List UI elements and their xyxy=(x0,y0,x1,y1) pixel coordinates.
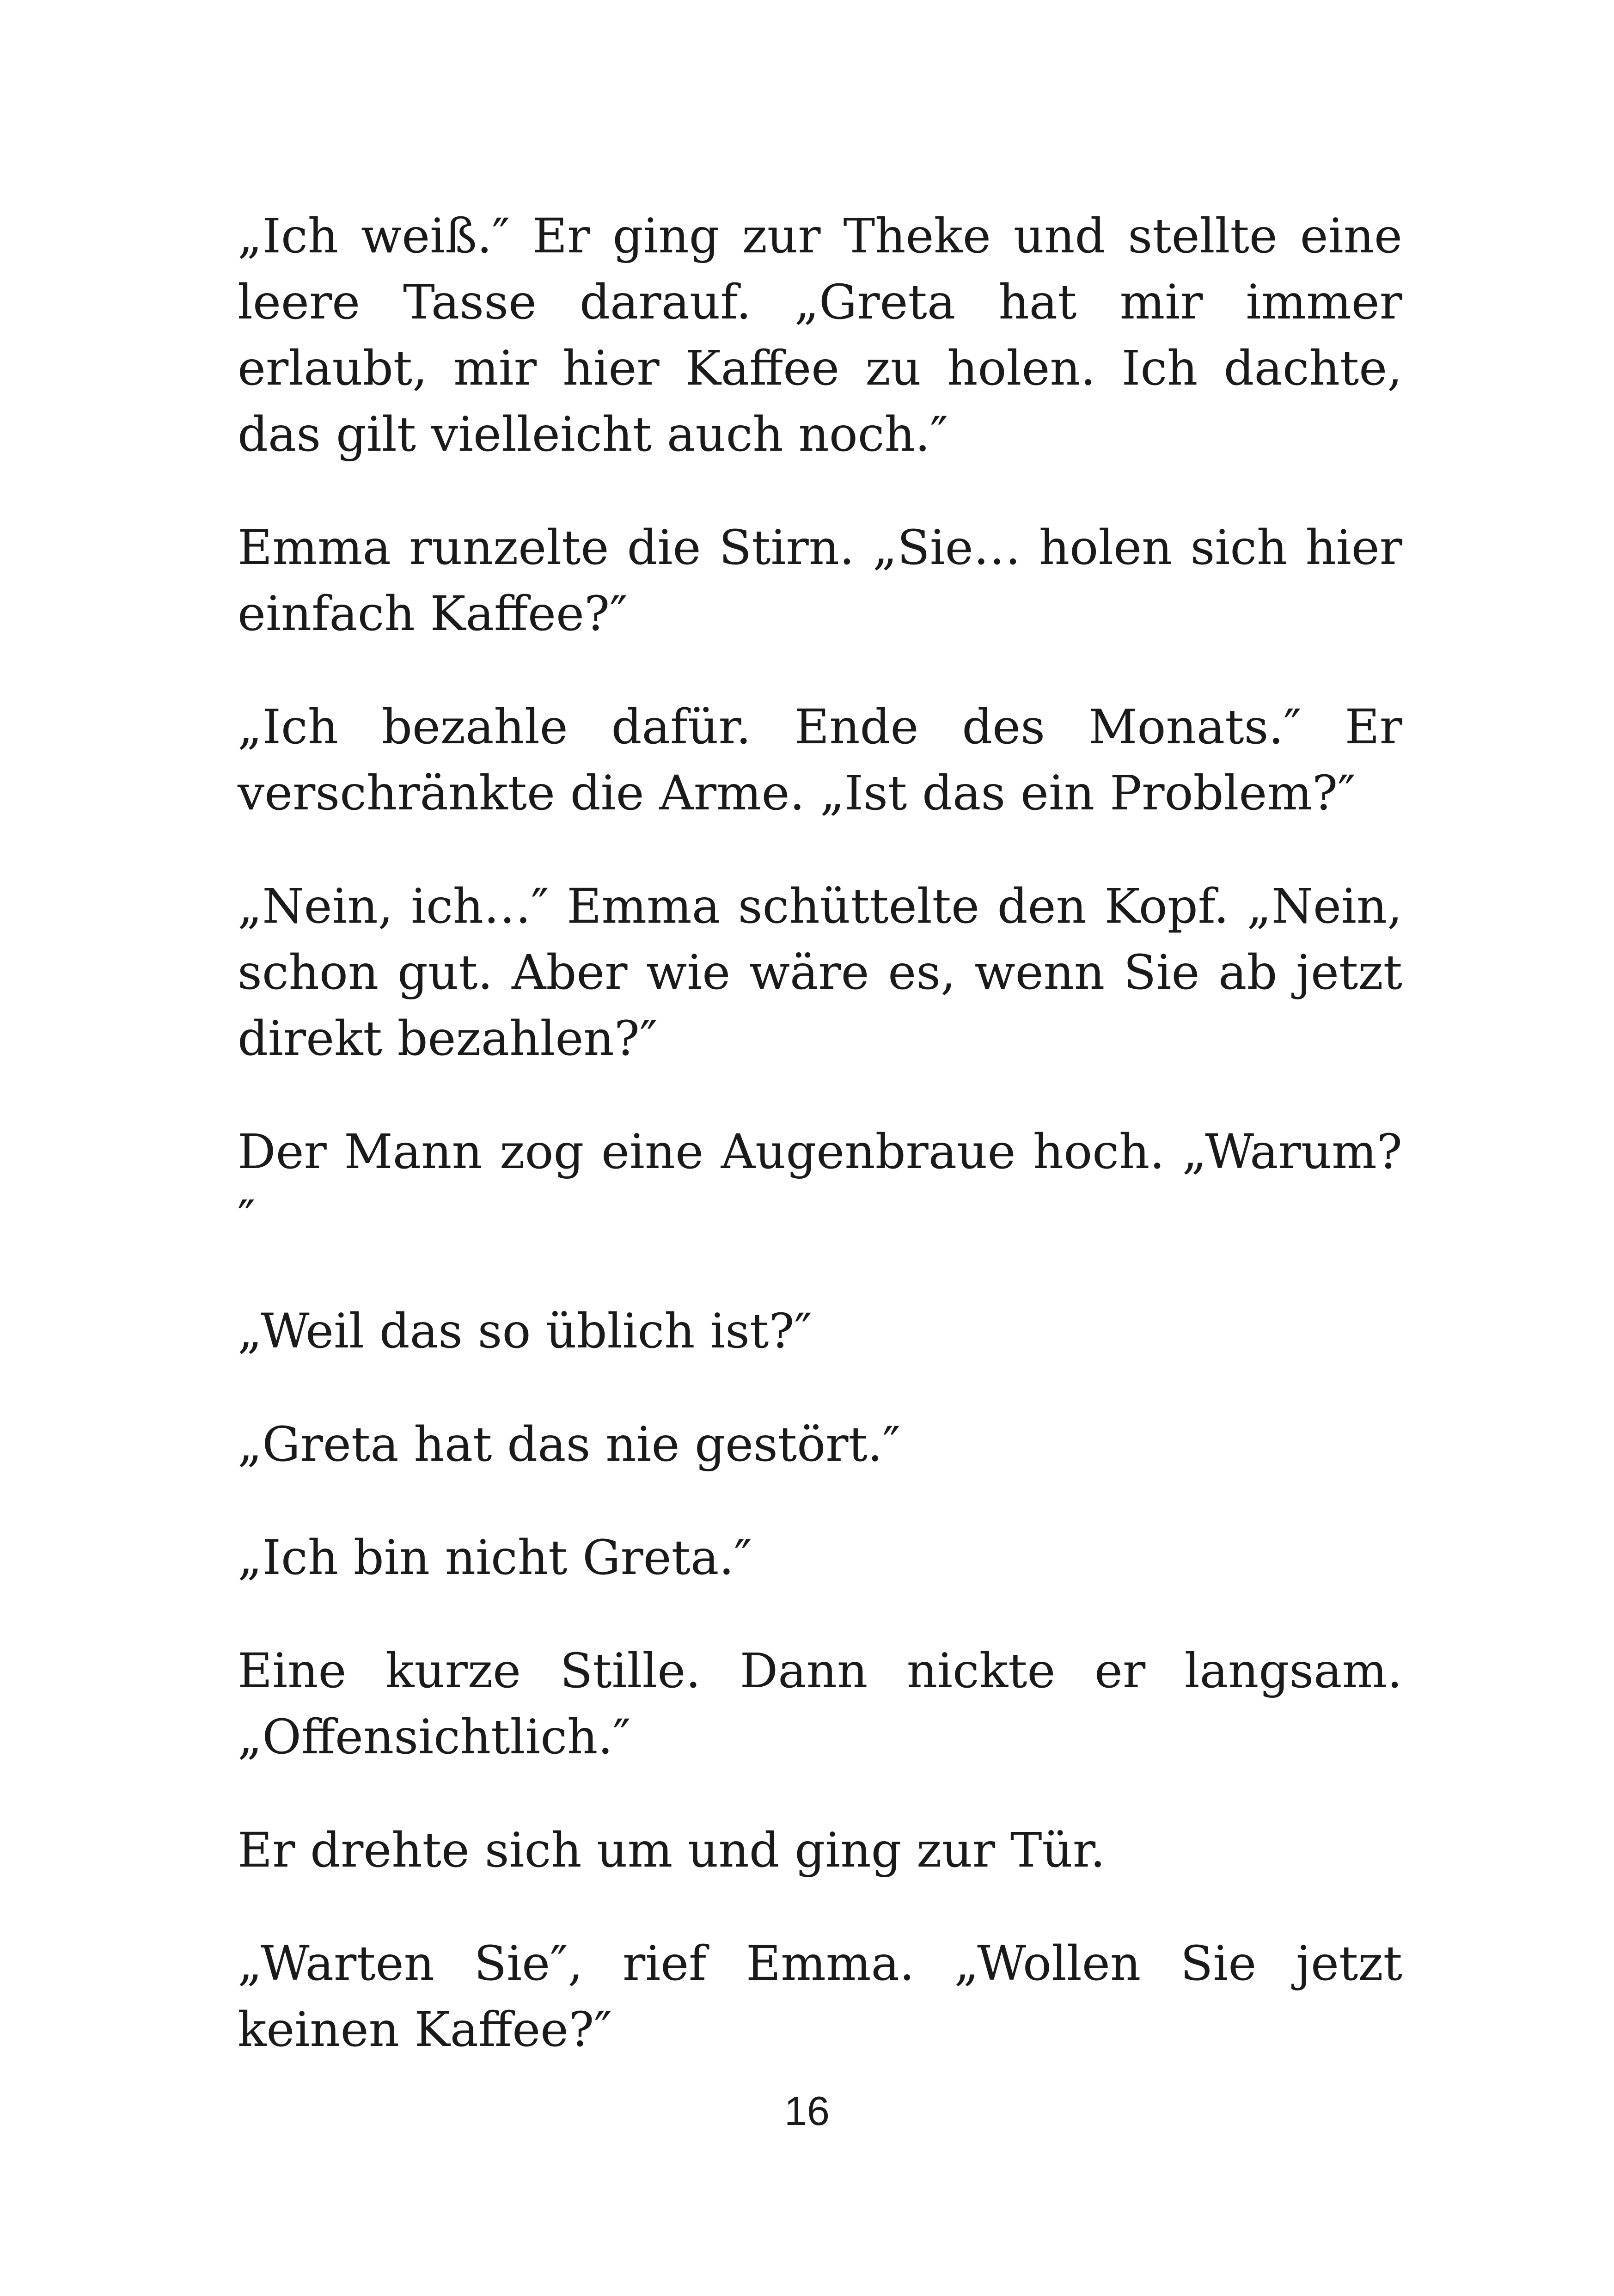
paragraph: „Ich bin nicht Greta.″ xyxy=(238,1530,752,1586)
paragraph: Eine kurze Stille. Dann nickte er langsam. „Offensichtlich.″ xyxy=(238,1643,1402,1765)
page-number: 16 xyxy=(784,2088,830,2134)
paragraph: „Greta hat das nie gestört.″ xyxy=(238,1417,901,1472)
paragraph: „Weil das so üblich ist?″ xyxy=(238,1304,813,1359)
paragraph: Emma runzelte die Stirn. „Sie… holen sich hier einfach Kaffee?″ xyxy=(238,520,1402,642)
paragraph: Der Mann zog eine Augenbraue hoch. „Warum?″ xyxy=(238,1124,1402,1246)
paragraph: „Warten Sie″, rief Emma. „Wollen Sie jetzt keinen Kaffee?″ xyxy=(238,1936,1402,2057)
paragraph: „Ich bezahle dafür. Ende des Monats.″ Er verschränkte die Arme. „Ist das ein Problem?″ xyxy=(238,699,1402,821)
paragraph: „Nein, ich…″ Emma schüttelte den Kopf. „Nein, schon gut. Aber wie wäre es, wenn Sie ab jetzt direkt bezahlen?″ xyxy=(238,879,1402,1066)
body-text xyxy=(238,203,1402,2110)
paragraph: „Ich weiß.″ Er ging zur Theke und stellte eine leere Tasse darauf. „Greta hat mir immer erlaubt, mir hier Kaffee zu holen. Ich dachte, das gilt vielleicht auch noch.″ xyxy=(238,208,1402,462)
paragraph: Er drehte sich um und ging zur Tür. xyxy=(238,1823,1106,1878)
